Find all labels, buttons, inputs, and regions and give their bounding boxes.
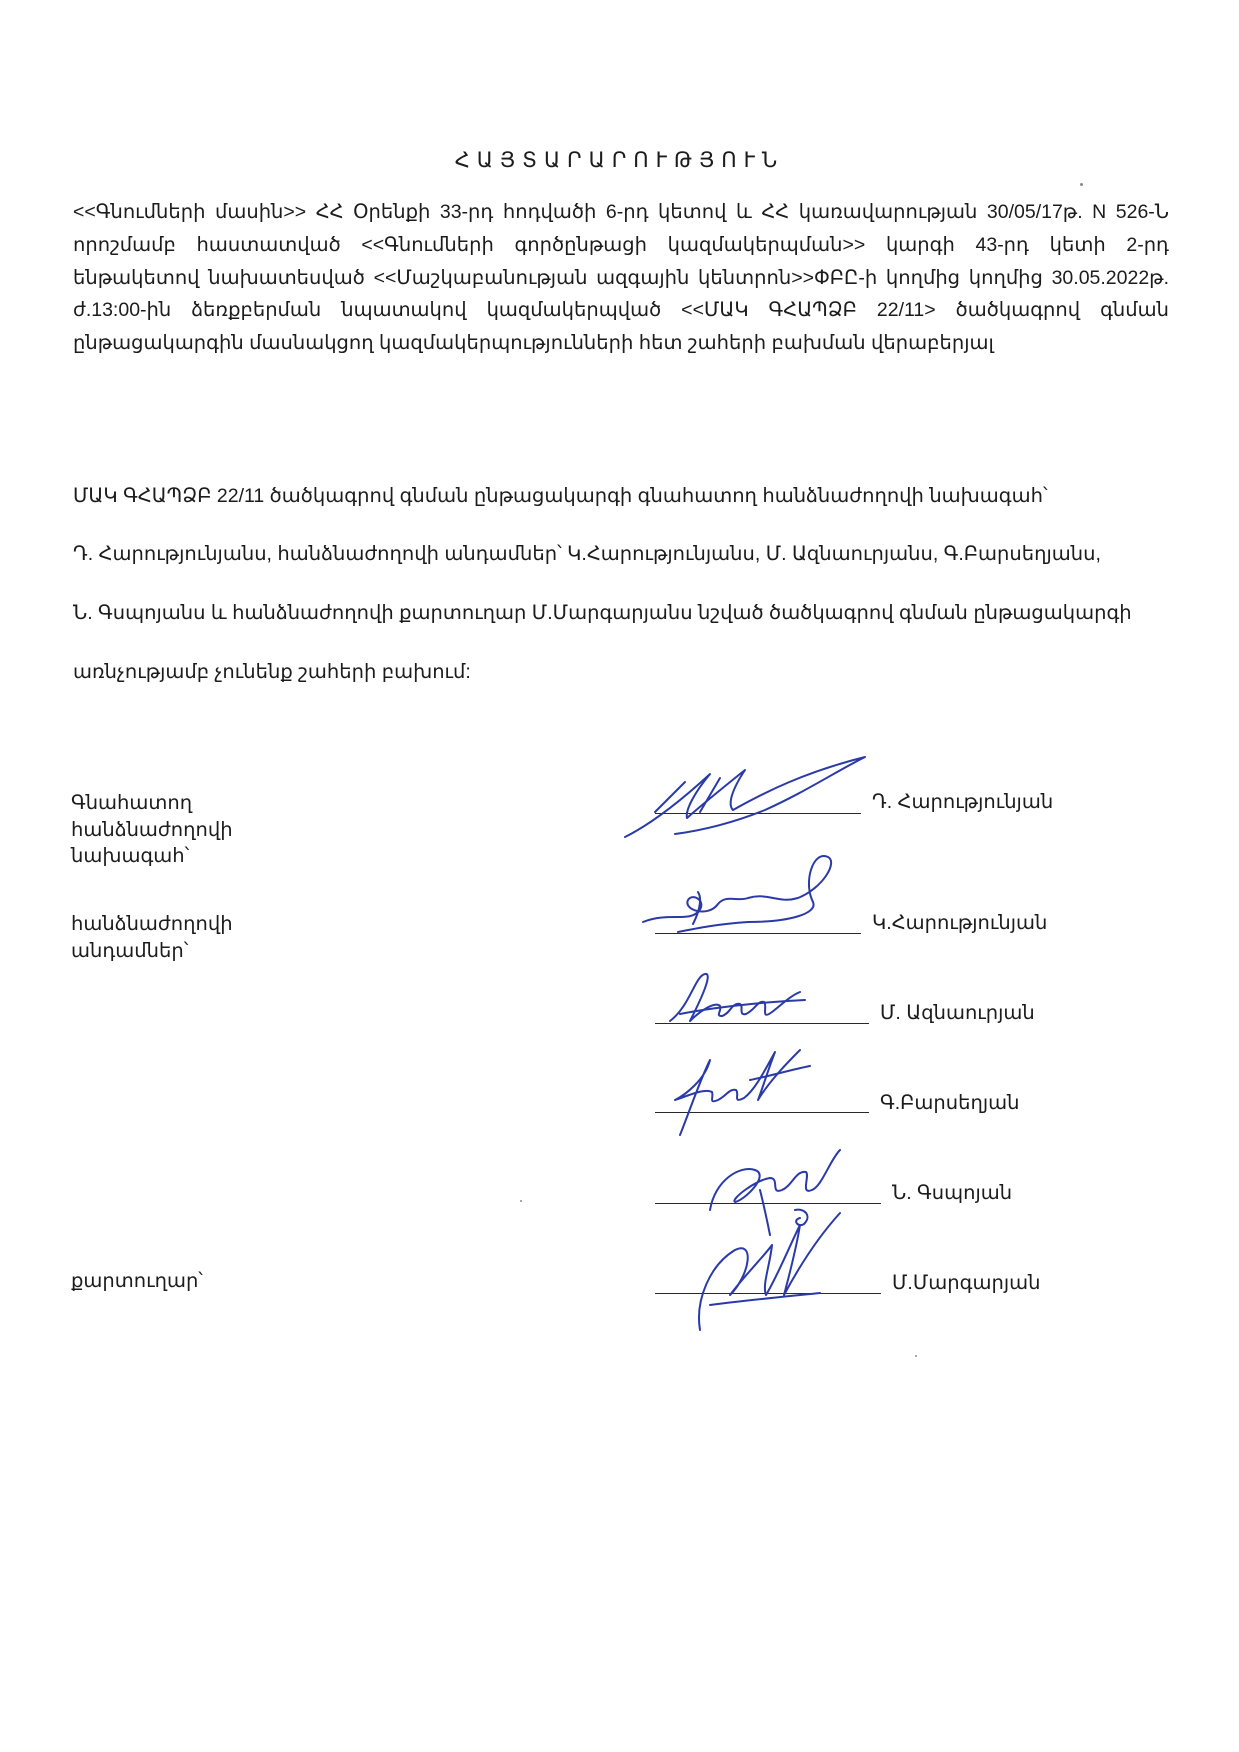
document-title: ՀԱՅՏԱՐԱՐՈՒԹՅՈՒՆ (454, 149, 785, 172)
signatory-name-2: Կ.Հարությունյան (872, 912, 1048, 934)
signature-scribble-2 (638, 852, 858, 942)
signatory-name-6: Մ.Մարգարյան (892, 1272, 1041, 1294)
signature-scribble-1 (615, 752, 875, 847)
body-line-1: ՄԱԿ ԳՀԱՊՁԲ 22/11 ծածկագրով գնման ընթացակարգի գնահատող հանձնաժողովի նախագահ՝ (73, 485, 1048, 507)
signature-scribble-6 (680, 1205, 860, 1335)
signatory-name-3: Մ. Ազնաուրյան (880, 1002, 1035, 1024)
body-line-4: առնչությամբ չունենք շահերի բախում: (73, 661, 471, 683)
signatory-name-1: Դ. Հարությունյան (872, 791, 1054, 813)
scan-speck (915, 1355, 917, 1357)
members-role-label: հանձնաժողովի անդամներ՝ (71, 913, 233, 962)
chair-role-label: Գնահատող հանձնաժողովի նախագահ՝ (71, 792, 233, 867)
scan-speck (520, 1200, 522, 1202)
body-line-3: Ն. Գսպոյանս և հանձնաժողովի քարտուղար Մ.Մարգարյանս նշված ծածկագրով գնման ընթացակարգի (73, 602, 1132, 624)
signature-scribble-3 (660, 966, 810, 1036)
signatory-name-4: Գ.Բարսեղյան (880, 1092, 1020, 1114)
intro-paragraph: <<Գնումների մասին>> ՀՀ Օրենքի 33-րդ հոդվածի 6-րդ կետով և ՀՀ կառավարության 30/05/17թ. N 526-Ն որոշմամբ հաստատված <<Գնումների գործընթացի կազմակերպման>> կարգի 43-րդ կետի 2-րդ ենթակետով նախատեսված <<Մաշկաբանության ազգային կենտրոն>>ՓԲԸ-ի կողմից կողմից 30.05.2022թ. ժ.13:00-ին ձեռքբերման նպատակով կազմակերպված <<ՄԱԿ ԳՀԱՊՁԲ 22/11> ծածկագրով գնման ընթացակարգին մասնակցող կազմակերպությունների հետ շահերի բախման վերաբերյալ (73, 201, 1169, 355)
body-line-2: Դ. Հարությունյանս, հանձնաժողովի անդամներ՝ Կ.Հարությունյանս, Մ. Ազնաուրյանս, Գ.Բարսեղյանս, (73, 543, 1101, 565)
signature-scribble-4 (650, 1040, 830, 1140)
scan-speck (1080, 183, 1083, 186)
secretary-role-label: քարտուղար՝ (71, 1270, 203, 1292)
signatory-name-5: Ն. Գսպոյան (892, 1182, 1013, 1204)
